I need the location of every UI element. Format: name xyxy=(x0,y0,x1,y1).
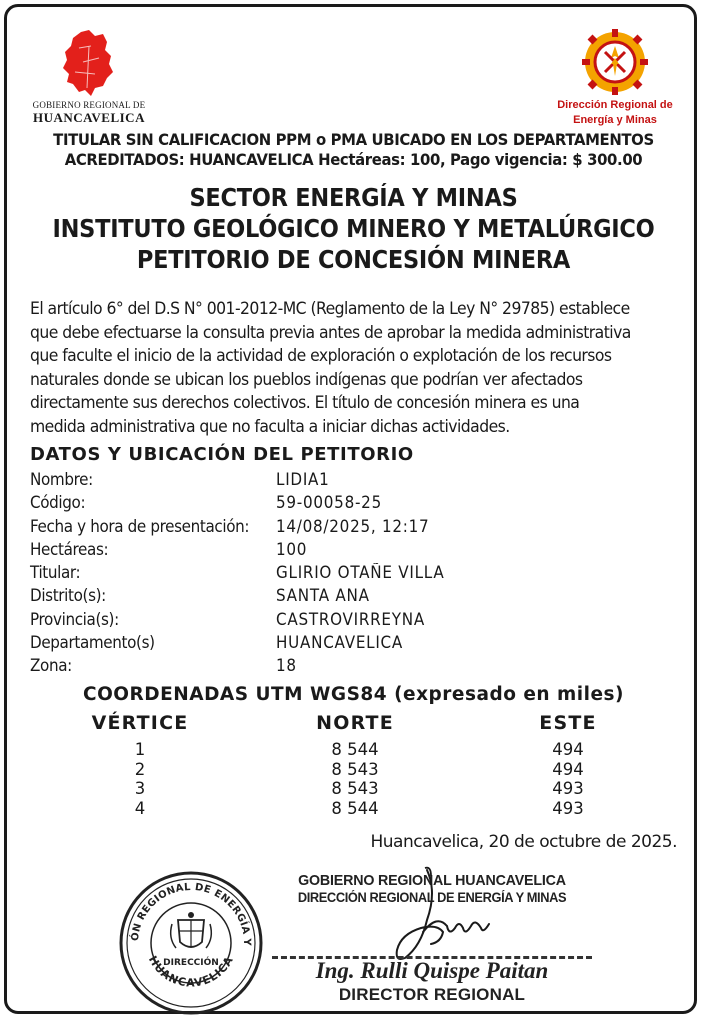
cell-norte: 8 543 xyxy=(331,779,379,798)
coordinates-table xyxy=(60,712,660,818)
field-value: 14/08/2025, 12:17 xyxy=(276,516,430,536)
seal-center-text: DIRECCIÓN xyxy=(163,958,219,968)
cell-este: 494 xyxy=(552,740,584,759)
field-label: Zona: xyxy=(30,656,72,676)
cell-este: 493 xyxy=(552,779,584,798)
coordinates-title: COORDENADAS UTM WGS84 (expresado en miles) xyxy=(83,684,624,705)
title-instituto: INSTITUTO GEOLÓGICO MINERO Y METALÚRGICO xyxy=(52,214,655,243)
field-row-titular xyxy=(30,561,670,584)
logo-left-line2: HUANCAVELICA xyxy=(33,110,145,125)
field-value: HUANCAVELICA xyxy=(276,633,404,653)
field-row-codigo xyxy=(30,491,670,514)
logo-right-line2: Energía y Minas xyxy=(573,114,657,126)
signatory-name: Ing. Rulli Quispe Paitan xyxy=(315,958,549,983)
table-row xyxy=(60,779,660,799)
cell-vertice: 1 xyxy=(134,740,146,759)
cell-vertice: 4 xyxy=(134,798,146,818)
field-label: Provincia(s): xyxy=(30,609,119,629)
paragraph-line: naturales donde se ubican los pueblos indígenas que podrían ver afectados xyxy=(30,369,583,390)
notice-header xyxy=(43,130,663,170)
notice-line2: ACREDITADOS: HUANCAVELICA Hectáreas: 100, Pago vigencia: $ 300.00 xyxy=(64,150,643,169)
logo-right-line1: Dirección Regional de xyxy=(557,99,673,111)
table-row xyxy=(60,740,660,760)
cell-norte: 8 544 xyxy=(331,740,379,759)
seal-stamp-icon xyxy=(116,868,266,1018)
field-value: SANTA ANA xyxy=(276,586,370,606)
cell-este: 493 xyxy=(552,798,584,818)
field-value: 18 xyxy=(276,656,297,676)
field-label: Departamento(s) xyxy=(30,633,155,653)
field-value: 100 xyxy=(276,539,308,559)
header-este: ESTE xyxy=(539,712,597,734)
field-value: LIDIA1 xyxy=(276,470,330,489)
field-row-departamento xyxy=(30,631,670,654)
field-value: CASTROVIRREYNA xyxy=(276,609,425,629)
title-petitorio: PETITORIO DE CONCESIÓN MINERA xyxy=(136,245,571,274)
cell-este: 494 xyxy=(552,759,584,779)
field-row-fecha xyxy=(30,515,670,538)
coat-of-arms-icon xyxy=(171,912,212,948)
field-label: Nombre: xyxy=(30,470,93,489)
petitorio-fields xyxy=(30,468,670,678)
table-row xyxy=(60,760,660,780)
seal-top-text: ÓN REGIONAL DE ENERGÍA Y xyxy=(129,881,253,947)
signature-org-line2: DIRECCIÓN REGIONAL DE ENERGÍA Y MINAS xyxy=(297,890,567,905)
field-label: Titular: xyxy=(30,563,81,583)
notice-line1: TITULAR SIN CALIFICACION PPM o PMA UBICADO EN LOS DEPARTAMENTOS xyxy=(53,130,654,149)
field-label: Distrito(s): xyxy=(30,586,106,606)
logo-left-line1: GOBIERNO REGIONAL DE xyxy=(32,100,146,110)
cell-norte: 8 543 xyxy=(331,759,379,779)
paragraph-line: que faculte el inicio de la actividad de exploración o explotación de los recursos xyxy=(30,346,612,366)
cell-vertice: 3 xyxy=(134,779,146,798)
field-label: Fecha y hora de presentación: xyxy=(30,516,250,536)
field-row-provincia xyxy=(30,608,670,631)
paragraph-line: que debe efectuarse la consulta previa antes de aprobar la medida administrativa xyxy=(30,322,631,343)
paragraph-line: medida administrativa que no faculta a iniciar dichas actividades. xyxy=(30,416,510,437)
field-value: GLIRIO OTAÑE VILLA xyxy=(276,563,445,583)
field-label: Hectáreas: xyxy=(30,539,109,559)
signatory-role: DIRECTOR REGIONAL xyxy=(338,985,526,1004)
cell-vertice: 2 xyxy=(134,759,146,779)
signature-org-line1: GOBIERNO REGIONAL HUANCAVELICA xyxy=(298,872,566,889)
document-date: Huancavelica, 20 de octubre de 2025. xyxy=(370,832,677,852)
section-title: DATOS Y UBICACIÓN DEL PETITORIO xyxy=(30,444,414,465)
title-sector: SECTOR ENERGÍA Y MINAS xyxy=(189,183,518,212)
header-norte: NORTE xyxy=(316,712,394,734)
header-vertice: VÉRTICE xyxy=(91,712,189,734)
paragraph-line: directamente sus derechos colectivos. El título de concesión minera es una xyxy=(30,393,580,413)
legal-paragraph xyxy=(30,298,677,439)
official-seal xyxy=(116,868,266,1023)
coordinates-header-row xyxy=(60,712,660,740)
field-row-zona xyxy=(30,654,670,677)
energy-mines-gear-icon xyxy=(581,28,649,96)
field-row-nombre xyxy=(30,468,670,491)
huancavelica-map-icon xyxy=(59,28,119,98)
paragraph-line: El artículo 6° del D.S N° 001-2012-MC (Reglamento de la Ley N° 29785) establece xyxy=(30,299,630,319)
field-label: Código: xyxy=(30,493,86,513)
table-row xyxy=(60,799,660,819)
direccion-regional-logo xyxy=(545,28,685,126)
field-row-distrito xyxy=(30,584,670,607)
cell-norte: 8 544 xyxy=(331,798,379,818)
seal-bottom-text: HUANCAVELICA xyxy=(145,953,237,990)
field-row-hectareas xyxy=(30,538,670,561)
document-titles xyxy=(10,182,697,275)
gobierno-regional-logo xyxy=(24,28,154,126)
field-value: 59-00058-25 xyxy=(276,493,382,513)
